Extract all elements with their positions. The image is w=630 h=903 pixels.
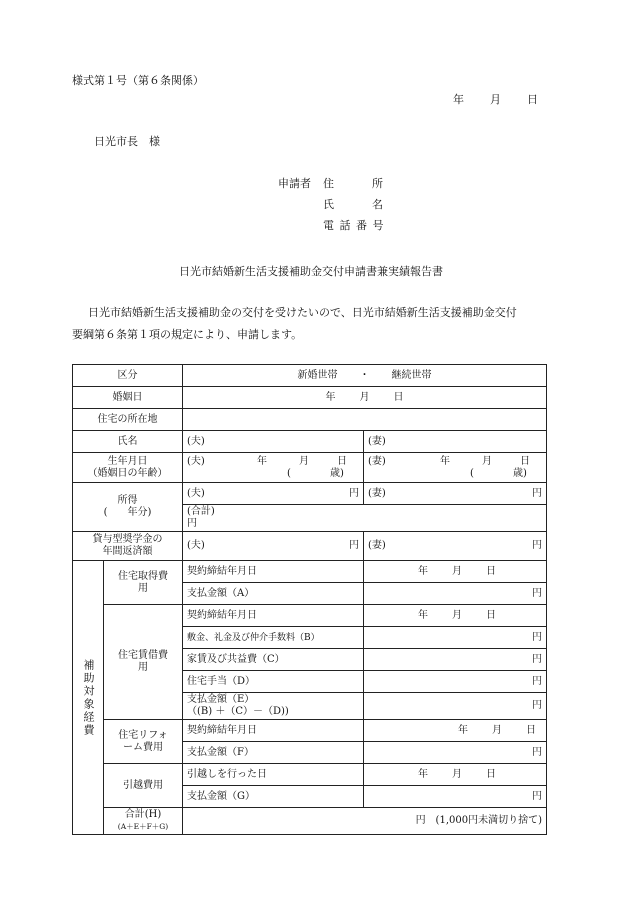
allowance-label: 住宅手当（D） (183, 671, 364, 693)
marriage-date-label: 婚姻日 (73, 387, 183, 409)
yen-unit: 円 (532, 746, 542, 758)
day-unit: 日 (486, 565, 496, 577)
option-newlywed[interactable]: 新婚世帯 (297, 369, 338, 381)
option-continuing[interactable]: 継続世帯 (391, 369, 432, 381)
name-label-a: 氏 (323, 198, 334, 211)
loan-label-line1: 貸与型奨学金の (92, 534, 163, 545)
reform-label-line1: 住宅リフォ (118, 729, 168, 741)
payment-e-label (183, 693, 364, 720)
option-separator: ・ (359, 369, 370, 381)
wife-tag: (妻) (368, 435, 386, 447)
marriage-date-field[interactable] (183, 387, 547, 409)
yen-unit: 円 (532, 631, 542, 643)
row-category (73, 365, 547, 387)
month-unit: 月 (299, 455, 309, 467)
month-unit: 月 (359, 391, 370, 403)
yen-unit: 円 (532, 790, 542, 802)
husband-name-field[interactable] (183, 431, 364, 453)
reform-label (104, 720, 183, 764)
wife-tag: (妻) (368, 455, 386, 467)
date-day-label: 日 (527, 93, 538, 106)
payment-e-line1: 支払金額（E） (187, 694, 255, 705)
husband-loan-field[interactable] (183, 532, 364, 561)
year-unit: 年 (257, 455, 267, 467)
reform-label-line2: ーム費用 (123, 741, 163, 753)
month-unit: 月 (482, 455, 492, 467)
year-unit: 年 (418, 565, 428, 577)
day-unit: 日 (337, 455, 347, 467)
wife-name-field[interactable] (364, 431, 547, 453)
applicant-phone-label: 電 話 番 号 (323, 219, 385, 232)
house-location-label: 住宅の所在地 (73, 409, 183, 431)
applicant-name-label (323, 196, 383, 212)
addressee: 日光市長 様 (94, 135, 160, 148)
day-unit: 日 (393, 391, 404, 403)
husband-tag: (夫) (187, 487, 205, 499)
applicant-label: 申請者 (278, 177, 311, 190)
husband-tag: (夫) (187, 540, 205, 551)
day-unit: 日 (520, 455, 530, 467)
husband-birthdate-field[interactable] (183, 453, 364, 483)
total-label (104, 808, 183, 835)
moving-date-field[interactable] (364, 764, 547, 786)
application-form-table (72, 364, 547, 835)
day-unit: 日 (526, 724, 536, 736)
day-unit: 日 (486, 609, 496, 621)
allowance-field[interactable] (364, 671, 547, 693)
birthdate-label (73, 453, 183, 483)
row-reform-contract (73, 720, 547, 742)
date-month-label: 月 (490, 93, 501, 106)
month-unit: 月 (452, 565, 462, 577)
acquisition-label-line1: 住宅取得費 (118, 570, 168, 582)
reform-contract-label: 契約締結年月日 (183, 720, 364, 742)
acquisition-label-line2: 用 (138, 582, 148, 594)
deposit-label: 敷金、礼金及び仲介手数料（B） (183, 627, 364, 649)
wife-tag: (妻) (368, 540, 386, 551)
wife-loan-field[interactable] (364, 532, 547, 561)
body-text-line2: 要綱第６条第１項の規定により、申請します。 (72, 328, 303, 341)
total-field[interactable] (183, 808, 547, 835)
age-open: ( (287, 467, 291, 479)
payment-g-field[interactable] (364, 786, 547, 808)
scholarship-loan-label (73, 532, 183, 561)
acquisition-contract-field[interactable] (364, 561, 547, 583)
row-acquisition-contract (73, 561, 547, 583)
total-tag: (合計) (187, 506, 215, 517)
age-open: ( (470, 467, 474, 479)
address-label-b: 所 (372, 177, 383, 190)
year-unit: 年 (325, 391, 336, 403)
rent-label-line2: 用 (138, 662, 148, 673)
yen-unit: 円 (532, 700, 542, 711)
document-title: 日光市結婚新生活支援補助金交付申請書兼実績報告書 (179, 265, 443, 278)
header-date (453, 91, 538, 107)
total-value-note: 円 (1,000円未満切り捨て) (415, 815, 542, 826)
payment-a-label: 支払金額（A） (183, 583, 364, 605)
row-total (73, 808, 547, 835)
yen-unit: 円 (532, 587, 542, 599)
moving-date-label: 引越しを行った日 (183, 764, 364, 786)
husband-tag: (夫) (187, 455, 205, 467)
wife-birthdate-field[interactable] (364, 453, 547, 483)
income-total-field[interactable] (183, 505, 547, 532)
yen-unit: 円 (532, 675, 542, 687)
yen-unit: 円 (349, 540, 359, 551)
body-text-line1: 日光市結婚新生活支援補助金の交付を受けたいので、日光市結婚新生活支援補助金交付 (88, 306, 517, 319)
name-label: 氏名 (73, 431, 183, 453)
birthdate-label-line1: 生年月日 (107, 455, 148, 467)
form-number: 様式第１号（第６条関係） (72, 74, 204, 87)
yen-unit: 円 (532, 540, 542, 551)
rent-label-line1: 住宅賃借費 (118, 650, 168, 661)
row-house-location (73, 409, 547, 431)
row-rent-contract (73, 605, 547, 627)
date-year-label: 年 (453, 93, 464, 106)
payment-f-label: 支払金額（F） (183, 742, 364, 764)
row-moving-date (73, 764, 547, 786)
name-label-b: 名 (372, 198, 383, 211)
year-unit: 年 (418, 609, 428, 621)
loan-label-line2: 年間返済額 (102, 546, 153, 557)
rent-label (104, 605, 183, 720)
wife-income-field[interactable] (364, 483, 547, 505)
yen-unit: 円 (187, 518, 197, 529)
payment-f-field[interactable] (364, 742, 547, 764)
row-birthdate (73, 453, 547, 483)
husband-income-field[interactable] (183, 483, 364, 505)
row-income-a (73, 483, 547, 505)
address-label-a: 住 (323, 177, 334, 190)
rent-contract-label: 契約締結年月日 (183, 605, 364, 627)
rent-contract-field[interactable] (364, 605, 547, 627)
age-close: 歳) (330, 467, 344, 479)
yen-unit: 円 (532, 653, 542, 665)
yen-unit: 円 (532, 487, 542, 499)
yen-unit: 円 (349, 487, 359, 499)
income-label-line1: 所得 (117, 495, 138, 506)
category-label: 区分 (73, 365, 183, 387)
applicant-address-label (323, 175, 383, 191)
acquisition-contract-label: 契約締結年月日 (183, 561, 364, 583)
payment-a-field[interactable] (364, 583, 547, 605)
year-unit: 年 (418, 768, 428, 780)
month-unit: 月 (452, 768, 462, 780)
row-marriage-date (73, 387, 547, 409)
row-scholarship-loan (73, 532, 547, 561)
age-close: 歳) (513, 467, 527, 479)
payment-e-field[interactable] (364, 693, 547, 720)
month-unit: 月 (492, 724, 502, 736)
payment-e-line2: （(B) ＋（C）－（D)) (187, 706, 289, 717)
rent-fee-field[interactable] (364, 649, 547, 671)
husband-tag: (夫) (187, 435, 205, 447)
payment-g-label: 支払金額（G） (183, 786, 364, 808)
year-unit: 年 (458, 724, 468, 736)
year-unit: 年 (440, 455, 450, 467)
moving-label: 引越費用 (104, 764, 183, 808)
birthdate-label-line2: （婚姻日の年齢） (87, 467, 168, 479)
wife-tag: (妻) (368, 487, 386, 499)
month-unit: 月 (452, 609, 462, 621)
day-unit: 日 (486, 768, 496, 780)
reform-contract-field[interactable] (364, 720, 547, 742)
total-label-line2: (A＋E＋F＋G) (117, 822, 169, 831)
acquisition-label (104, 561, 183, 605)
house-location-field[interactable] (183, 409, 547, 431)
category-options[interactable] (183, 365, 547, 387)
income-label (73, 483, 183, 532)
total-label-line1: 合計(H) (124, 809, 162, 820)
row-name (73, 431, 547, 453)
subsidy-vertical-label: 補助対象経費 (73, 561, 104, 835)
income-label-line2: ( 年分) (103, 507, 152, 518)
rent-fee-label: 家賃及び共益費（C） (183, 649, 364, 671)
deposit-field[interactable] (364, 627, 547, 649)
